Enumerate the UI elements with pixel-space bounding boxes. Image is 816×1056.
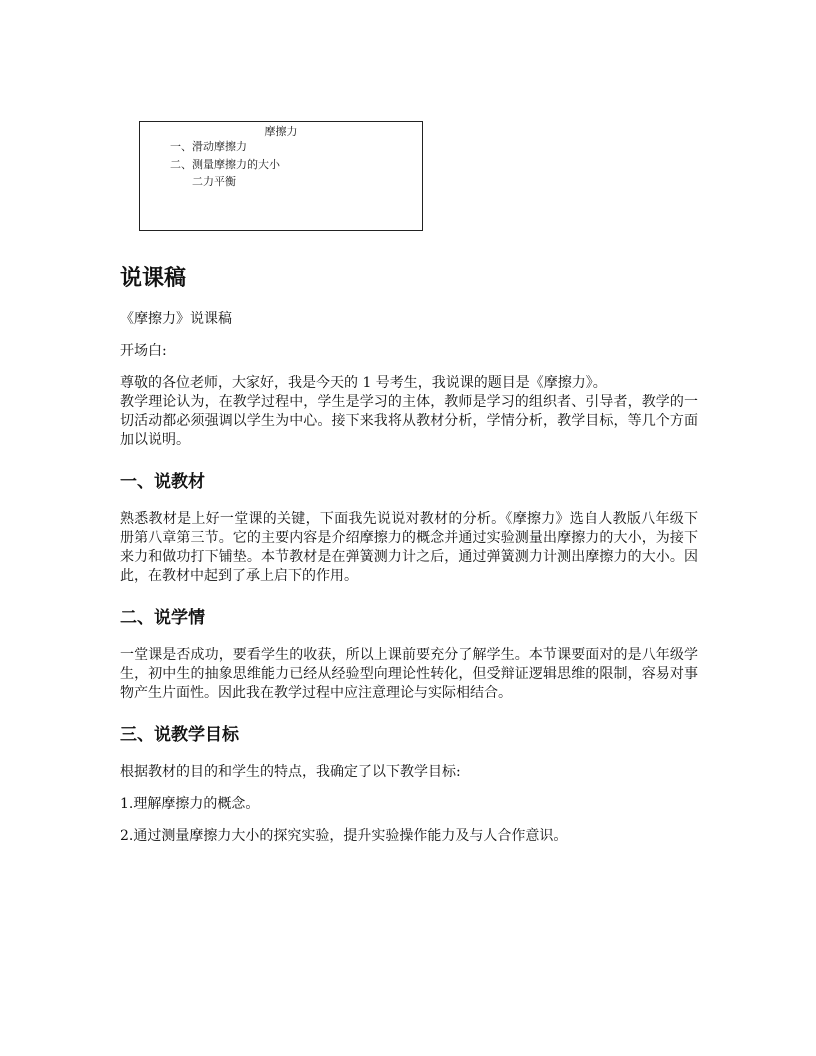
outline-box <box>139 121 423 231</box>
document-body <box>120 262 698 859</box>
section-paragraph-textbook: 熟悉教材是上好一堂课的关键，下面我先说说对教材的分析。《摩擦力》选自人教版八年级下册第八章第三节。它的主要内容是介绍摩擦力的概念并通过实验测量出摩擦力的大小，为接下来力和做功打下铺垫。本节教材是在弹簧测力计之后，通过弹簧测力计测出摩擦力的大小。因此，在教材中起到了承上启下的作用。 <box>120 511 698 584</box>
section-heading-textbook: 一、说教材 <box>120 472 205 492</box>
section-heading-students: 二、说学情 <box>120 608 205 628</box>
document-title: 说课稿 <box>120 266 187 291</box>
document-subtitle: 《摩擦力》说课稿 <box>120 311 232 327</box>
opening-paragraph: 教学理论认为，在教学过程中，学生是学习的主体，教师是学习的组织者、引导者，教学的一切活动都必须强调以学生为中心。接下来我将从教材分析，学情分析，教学目标，等几个方面加以说明。 <box>120 394 698 448</box>
opening-label: 开场白: <box>120 343 167 359</box>
goal-list-item: 1.理解摩擦力的概念。 <box>120 796 260 812</box>
section-paragraph-students: 一堂课是否成功，要看学生的收获，所以上课前要充分了解学生。本节课要面对的是八年级学生，初中生的抽象思维能力已经从经验型向理论性转化，但受辩证逻辑思维的限制，容易对事物产生片面性。因此我在教学过程中应注意理论与实际相结合。 <box>120 647 698 701</box>
outline-item: 二、测量摩擦力的大小 <box>170 158 280 171</box>
goal-list-item: 2.通过测量摩擦力大小的探究实验，提升实验操作能力及与人合作意识。 <box>120 828 568 844</box>
outline-item: 一、滑动摩擦力 <box>170 140 247 153</box>
section-heading-goals: 三、说教学目标 <box>120 725 239 745</box>
section-paragraph-goals: 根据教材的目的和学生的特点，我确定了以下教学目标: <box>120 764 461 780</box>
outline-item: 二力平衡 <box>192 175 236 188</box>
outline-title: 摩擦力 <box>264 125 298 138</box>
opening-paragraph: 尊敬的各位老师，大家好，我是今天的 1 号考生，我说课的题目是《摩擦力》。 <box>120 375 607 391</box>
